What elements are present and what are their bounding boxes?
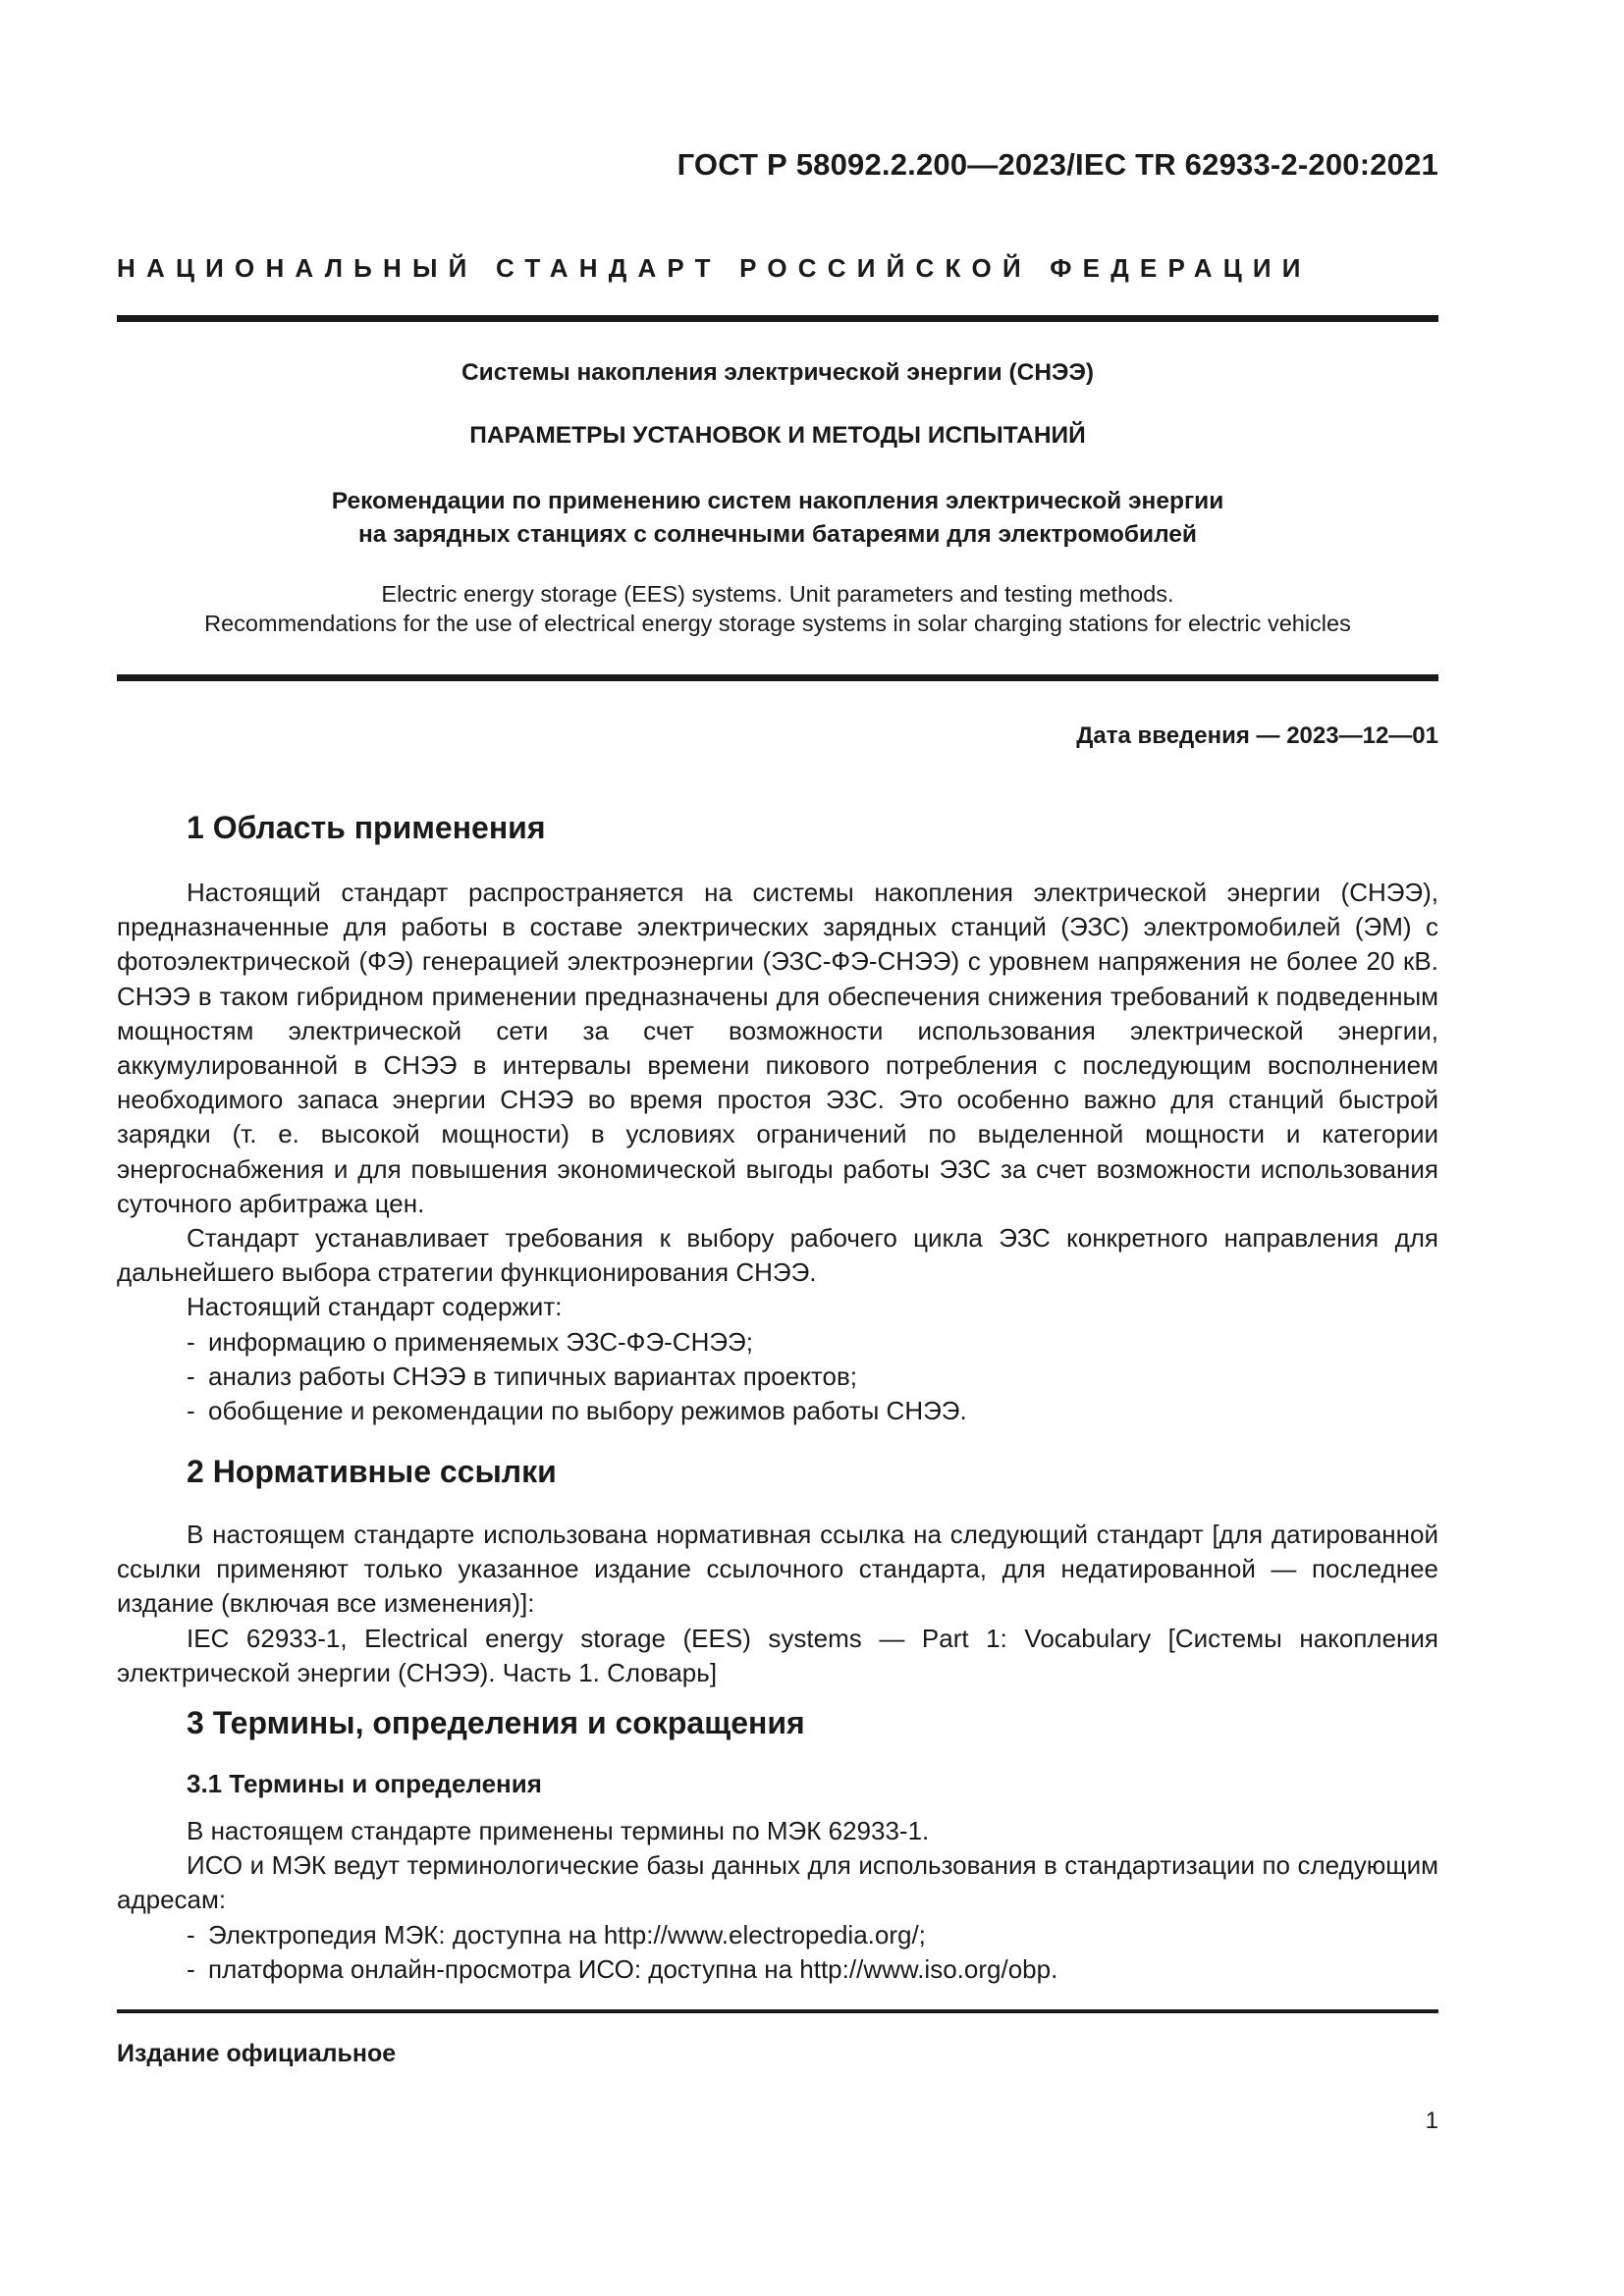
section-3-paragraph-1: В настоящем стандарте применены термины по МЭК 62933-1. xyxy=(187,1816,930,1845)
section-1-heading: 1 Область применения xyxy=(187,810,546,845)
list-item: - анализ работы СНЭЭ в типичных вариантах проектов; xyxy=(187,1361,857,1391)
section-1 xyxy=(117,811,1438,845)
english-title xyxy=(117,579,1438,638)
introduction-date: Дата введения — 2023—12—01 xyxy=(1076,722,1438,749)
section-3-1 xyxy=(117,1767,1438,1801)
section-3-heading: 3 Термины, определения и сокращения xyxy=(187,1705,805,1740)
official-edition-label: Издание официальное xyxy=(117,2040,397,2067)
title-main: Системы накопления электрической энергии (СНЭЭ) xyxy=(460,359,1095,386)
section-2-paragraph-1: В настоящем стандарте использована нормативная ссылка на следующий стандарт [для датированной ссылки применяют только указанное издание ссылочного стандарта, для недатированной — последнее издание (включая все изменения)]: xyxy=(117,1520,1438,1619)
national-standard-heading: НАЦИОНАЛЬНЫЙ СТАНДАРТ РОССИЙСКОЙ ФЕДЕРАЦИИ xyxy=(117,253,1312,283)
section-1-paragraph-2: Стандарт устанавливает требования к выбору рабочего цикла ЭЗС конкретного направления для дальнейшего выбора стратегии функционирования СНЭЭ. xyxy=(117,1223,1438,1288)
section-3 xyxy=(117,1706,1438,1740)
page-number: 1 xyxy=(1425,2108,1438,2134)
document-number: ГОСТ Р 58092.2.200—2023/IEC TR 62933-2-200:2021 xyxy=(677,147,1438,182)
list-item: - Электропедия МЭК: доступна на http://www.electropedia.org/; xyxy=(187,1919,926,1949)
section-2-heading: 2 Нормативные ссылки xyxy=(187,1454,557,1489)
section-1-paragraph-1: Настоящий стандарт распространяется на системы накопления электрической энергии (СНЭЭ), предназначенные для работы в составе электрических зарядных станций (ЭЗС) электромобилей (ЭМ) с фотоэлектрической (ФЭ) генерацией электроэнергии (ЭЗС-ФЭ-СНЭЭ) с уровнем напряжения не более 20 кВ. СНЭЭ в таком гибридном применении предназначены для обеспечения снижения требований к подведенным мощностям электрической сети за счет возможности использования электрической энергии, аккумулированной в СНЭЭ в интервалы времени пикового потребления с последующим восполнением необходимого запаса энергии СНЭЭ во время простоя ЭЗС. Это особенно важно для станций быстрой зарядки (т. е. высокой мощности) в условиях ограничений по выделенной мощности и категории энергоснабжения и для повышения экономической выгоды работы ЭЗС за счет возможности использования суточного арбитража цен. xyxy=(117,878,1438,1218)
subtitle-line-1: Рекомендации по применению систем накопления электрической энергии xyxy=(331,488,1224,514)
list-item: - платформа онлайн-просмотра ИСО: доступна на http://www.iso.org/obp. xyxy=(187,1953,1058,1984)
list-item: - обобщение и рекомендации по выбору режимов работы СНЭЭ. xyxy=(187,1396,967,1426)
footer-rule xyxy=(117,2009,1438,2013)
section-1-body xyxy=(117,876,1438,1428)
section-2-paragraph-2: IEC 62933-1, Electrical energy storage (EES) systems — Part 1: Vocabulary [Системы накопления электрической энергии (СНЭЭ). Часть 1. Словарь] xyxy=(117,1623,1438,1687)
title-subtitle xyxy=(117,485,1438,552)
english-title-line-1: Electric energy storage (EES) systems. Unit parameters and testing methods. xyxy=(381,581,1174,607)
section-3-paragraph-2: ИСО и МЭК ведут терминологические базы данных для использования в стандартизации по следующим адресам: xyxy=(117,1850,1438,1915)
section-2-body xyxy=(117,1518,1438,1690)
list-item: - информацию о применяемых ЭЗС-ФЭ-СНЭЭ; xyxy=(187,1326,753,1357)
title-part: ПАРАМЕТРЫ УСТАНОВОК И МЕТОДЫ ИСПЫТАНИЙ xyxy=(469,422,1086,449)
subtitle-line-2: на зарядных станциях с солнечными батареями для электромобилей xyxy=(357,521,1197,548)
subsection-3-1-heading: 3.1 Термины и определения xyxy=(187,1769,542,1798)
english-title-line-2: Recommendations for the use of electrical energy storage systems in solar charging stations for electric vehicles xyxy=(204,611,1351,636)
section-2 xyxy=(117,1455,1438,1489)
section-1-paragraph-3: Настоящий стандарт содержит: xyxy=(187,1292,563,1322)
title-bottom-rule xyxy=(117,674,1438,681)
section-3-body xyxy=(117,1814,1438,1987)
top-rule xyxy=(117,315,1438,322)
